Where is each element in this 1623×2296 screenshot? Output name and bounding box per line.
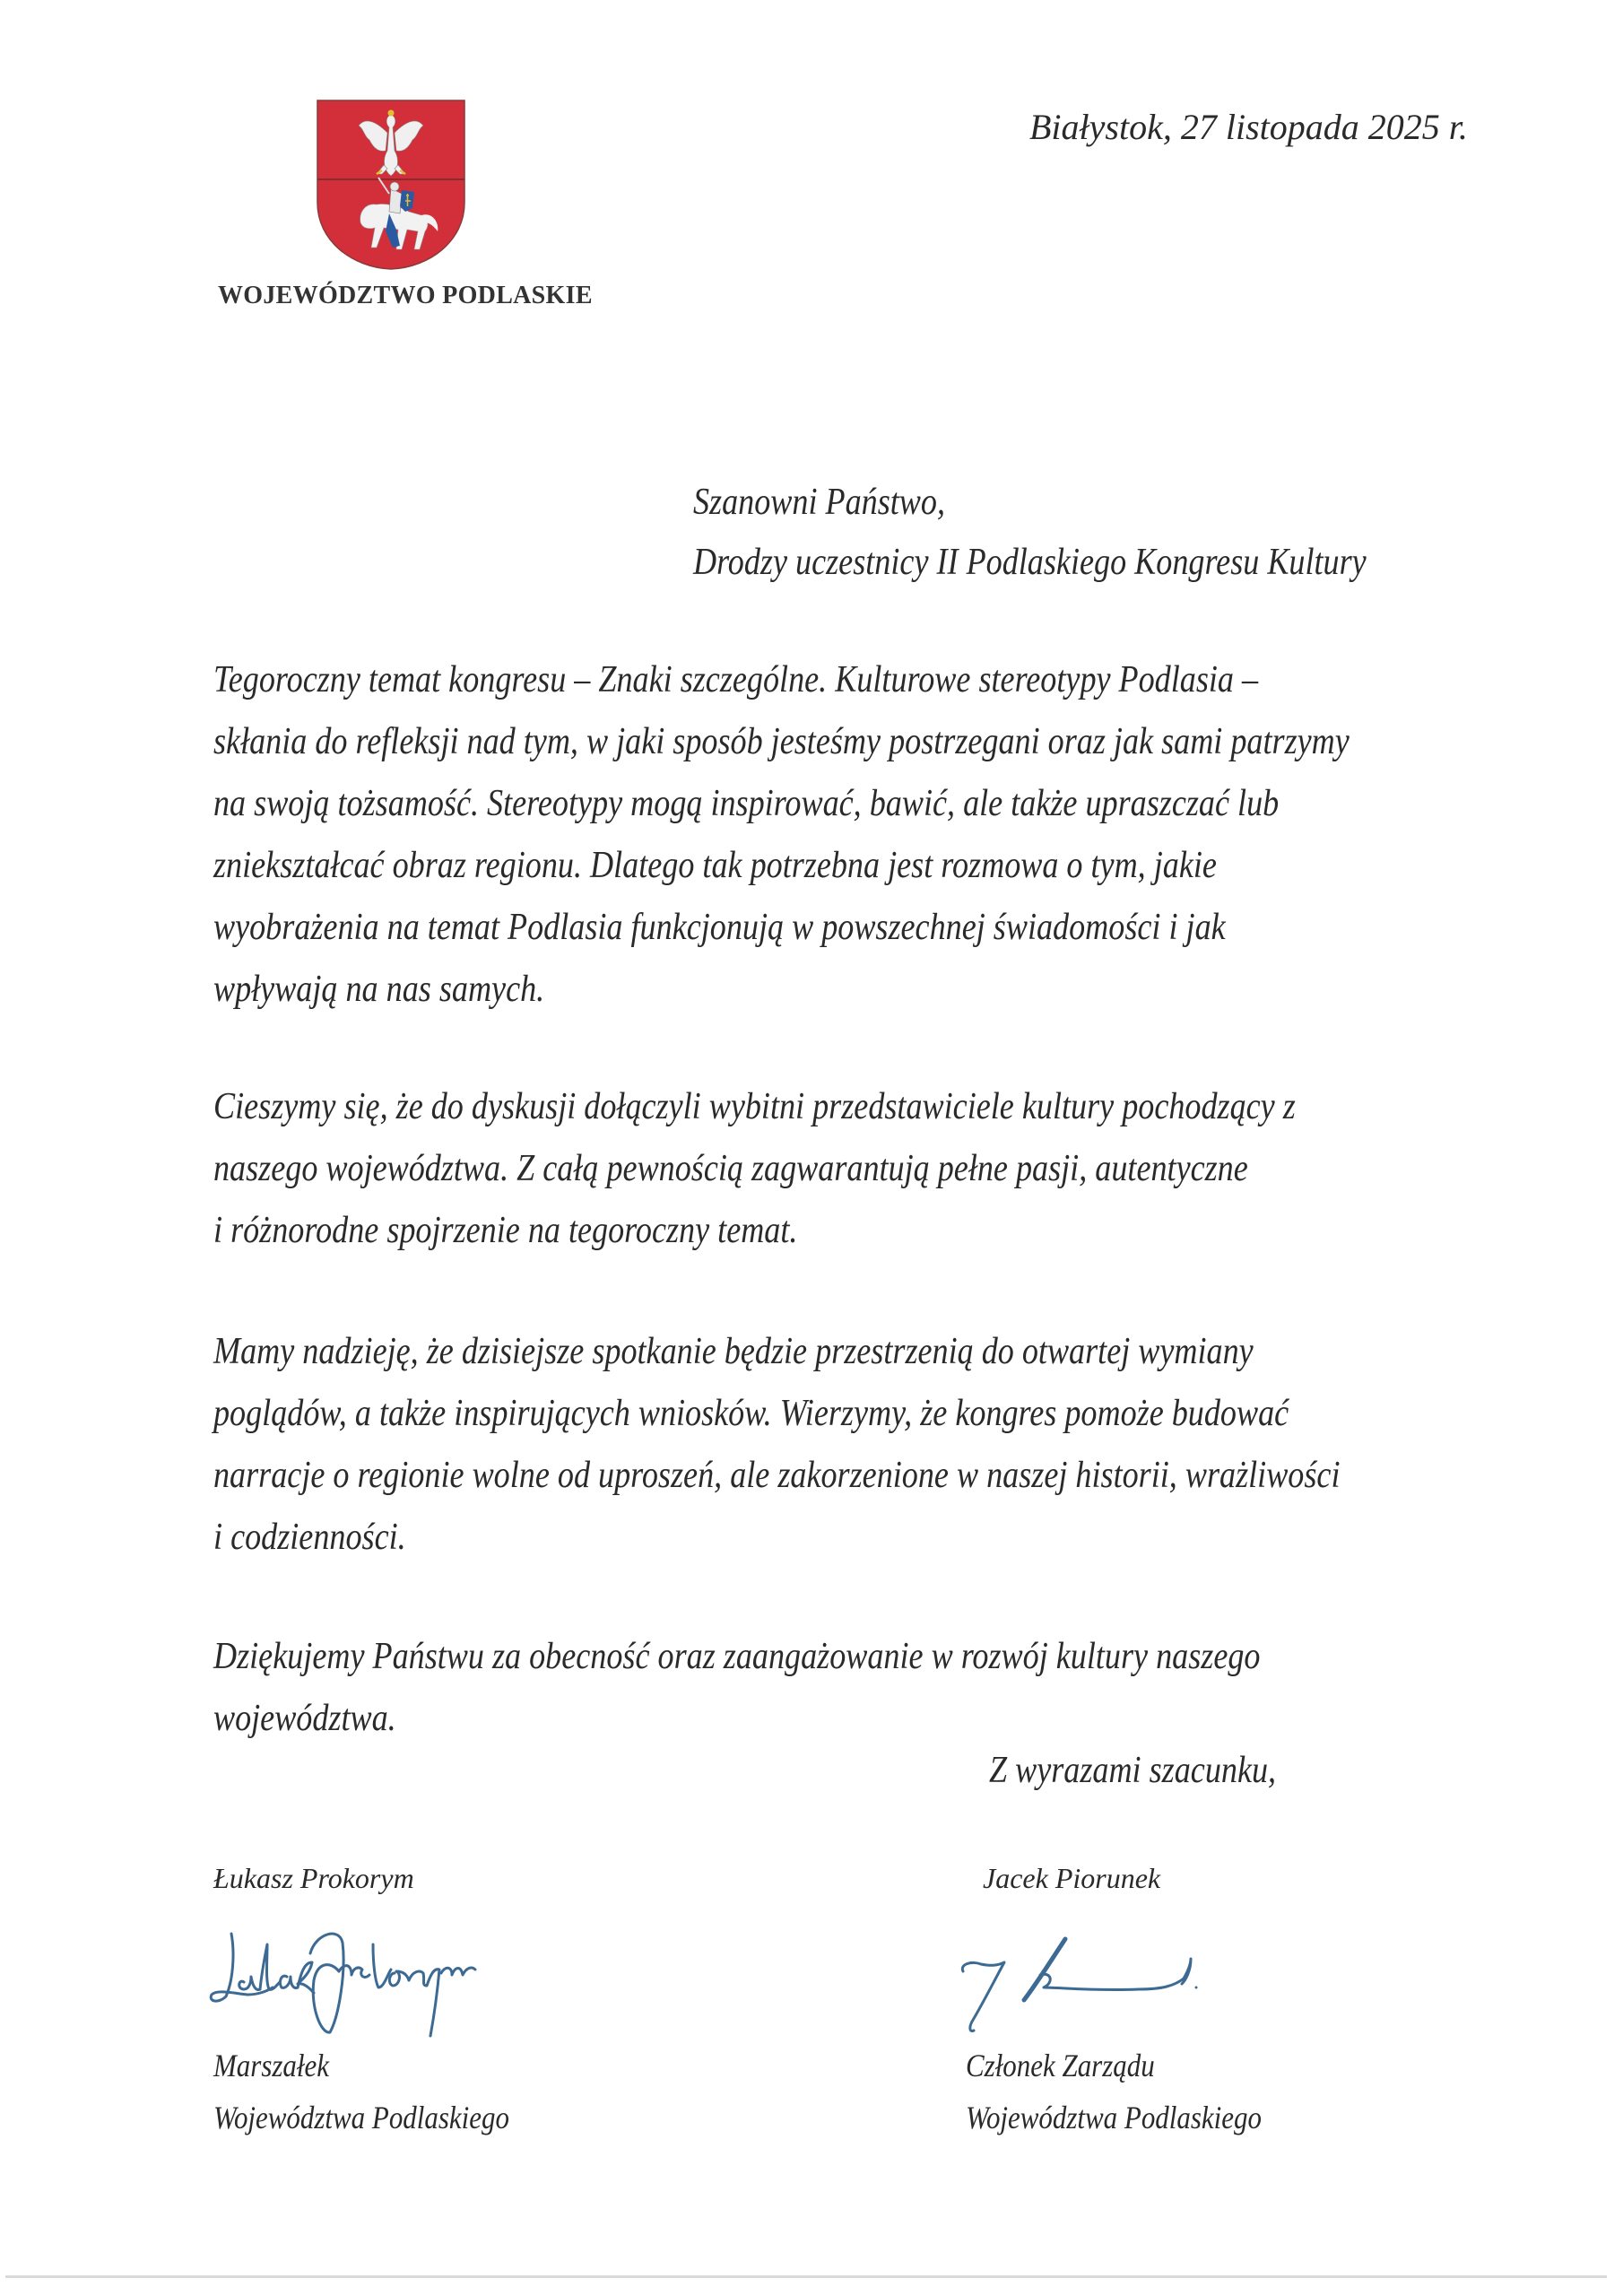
page-bottom-edge-divider [5, 2275, 1607, 2278]
signatory-title-line-1: Marszałek [213, 2048, 329, 2083]
coat-of-arms-crest-icon [314, 97, 468, 273]
paragraph-line: Dziękujemy Państwu za obecność oraz zaangażowanie w rozwój kultury naszego [213, 1636, 1261, 1677]
handwritten-signature-icon [950, 1928, 1237, 2045]
organization-name: WOJEWÓDZTWO PODLASKIE [218, 282, 593, 309]
paragraph-line: województwa. [213, 1698, 396, 1739]
paragraph-line: zniekształcać obraz regionu. Dlatego tak potrzebna jest rozmowa o tym, jakie [213, 845, 1217, 886]
signatory-title-line-2: Województwa Podlaskiego [213, 2100, 509, 2135]
paragraph-line: narracje o regionie wolne od uproszeń, ale zakorzenione w naszej historii, wrażliwości [213, 1455, 1341, 1496]
signatory-name: Łukasz Prokorym [213, 1862, 414, 1894]
paragraph-line: Mamy nadzieję, że dzisiejsze spotkanie będzie przestrzenią do otwartej wymiany [213, 1331, 1254, 1372]
paragraph-line: na swoją tożsamość. Stereotypy mogą inspirować, bawić, ale także upraszczać lub [213, 783, 1280, 824]
signatory-title-line-2: Województwa Podlaskiego [966, 2100, 1262, 2135]
paragraph-line: wpływają na nas samych. [213, 969, 545, 1010]
closing-formula: Z wyrazami szacunku, [989, 1750, 1277, 1791]
paragraph-line: wyobrażenia na temat Podlasia funkcjonują w powszechnej świadomości i jak [213, 907, 1226, 948]
paragraph-line: i różnorodne spojrzenie na tegoroczny temat. [213, 1210, 798, 1251]
paragraph-line: i codzienności. [213, 1517, 406, 1558]
paragraph-line: skłania do refleksji nad tym, w jaki sposób jesteśmy postrzegani oraz jak sami patrzymy [213, 721, 1350, 762]
paragraph-line: naszego województwa. Z całą pewnością zagwarantują pełne pasji, autentyczne [213, 1148, 1248, 1189]
salutation-line-2: Drodzy uczestnicy II Podlaskiego Kongresu Kultury [693, 542, 1367, 583]
handwritten-signature-icon [204, 1918, 491, 2043]
signatory-name: Jacek Piorunek [983, 1862, 1161, 1894]
salutation-line-1: Szanowni Państwo, [693, 482, 945, 523]
signatory-title-line-1: Członek Zarządu [966, 2048, 1155, 2083]
paragraph-line: Tegoroczny temat kongresu – Znaki szczególne. Kulturowe stereotypy Podlasia – [213, 659, 1259, 700]
paragraph-line: poglądów, a także inspirujących wniosków. Wierzymy, że kongres pomoże budować [213, 1393, 1289, 1434]
paragraph-line: Cieszymy się, że do dyskusji dołączyli wybitni przedstawiciele kultury pochodzący z [213, 1086, 1296, 1127]
place-and-date: Białystok, 27 listopada 2025 r. [1029, 107, 1468, 147]
